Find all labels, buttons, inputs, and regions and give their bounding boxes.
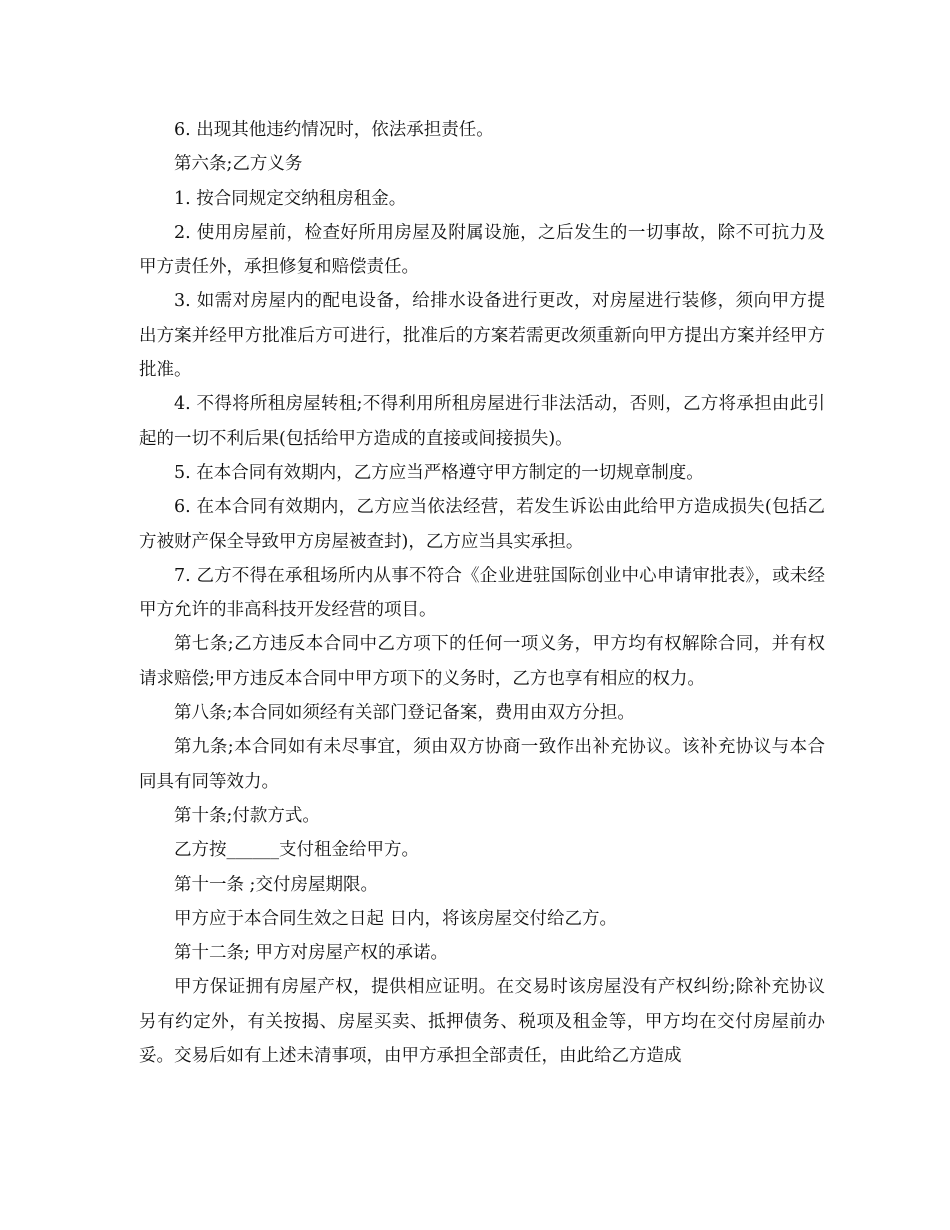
paragraph-pay-rent: 1. 按合同规定交纳租房租金。 <box>174 188 407 209</box>
paragraph-modifications: 3. 如需对房屋内的配电设备，给排水设备进行更改，对房屋进行装修，须向甲方提出方案并经甲方批准后方可进行，批准后的方案若需更改须重新向甲方提出方案并经甲方批准。 <box>139 291 825 381</box>
article-8-paragraph: 第八条;本合同如须经有关部门登记备案，费用由双方分担。 <box>174 703 635 724</box>
paragraph-no-sublet: 4. 不得将所租房屋转租;不得利用所租房屋进行非法活动，否则，乙方将承担由此引起的一切不利后果(包括给甲方造成的直接或间接损失)。 <box>139 394 825 449</box>
paragraph-breach-other: 6. 出现其他违约情况时，依法承担责任。 <box>174 120 494 140</box>
paragraph-lawful-operation: 6. 在本合同有效期内，乙方应当依法经营，若发生诉讼由此给甲方造成损失(包括乙方被财产保全导致甲方房屋被查封)，乙方应当具实承担。 <box>139 497 825 552</box>
payment-method-line: 乙方按______支付租金给甲方。 <box>174 840 419 861</box>
paragraph-observe-rules: 5. 在本合同有效期内，乙方应当严格遵守甲方制定的一切规章制度。 <box>174 462 704 483</box>
delivery-deadline-line: 甲方应于本合同生效之日起 日内，将该房屋交付给乙方。 <box>174 908 618 929</box>
article-12-heading: 第十二条; 甲方对房屋产权的承诺。 <box>174 943 448 964</box>
document-body <box>139 113 825 1073</box>
paragraph-inspect-premises: 2. 使用房屋前，检查好所用房屋及附属设施，之后发生的一切事故，除不可抗力及甲方责任外，承担修复和赔偿责任。 <box>139 222 825 278</box>
article-11-heading: 第十一条 ;交付房屋期限。 <box>174 874 378 895</box>
paragraph-permitted-use: 7. 乙方不得在承租场所内从事不符合《企业进驻国际创业中心申请审批表》，或未经甲方允许的非高科技开发经营的项目。 <box>139 565 825 621</box>
article-6-heading: 第六条;乙方义务 <box>174 154 303 175</box>
article-7-paragraph: 第七条;乙方违反本合同中乙方项下的任何一项义务，甲方均有权解除合同，并有权请求赔偿;甲方违反本合同中甲方项下的义务时，乙方也享有相应的权力。 <box>139 634 825 689</box>
article-9-paragraph: 第九条;本合同如有未尽事宜，须由双方协商一致作出补充协议。该补充协议与本合同具有同等效力。 <box>139 737 825 792</box>
ownership-guarantee-paragraph: 甲方保证拥有房屋产权，提供相应证明。在交易时该房屋没有产权纠纷;除补充协议另有约定外，有关按揭、房屋买卖、抵押债务、税项及租金等，甲方均在交付房屋前办妥。交易后如有上述未清事项，由甲方承担全部责任，由此给乙方造成 <box>139 977 825 1067</box>
article-10-heading: 第十条;付款方式。 <box>174 805 320 826</box>
